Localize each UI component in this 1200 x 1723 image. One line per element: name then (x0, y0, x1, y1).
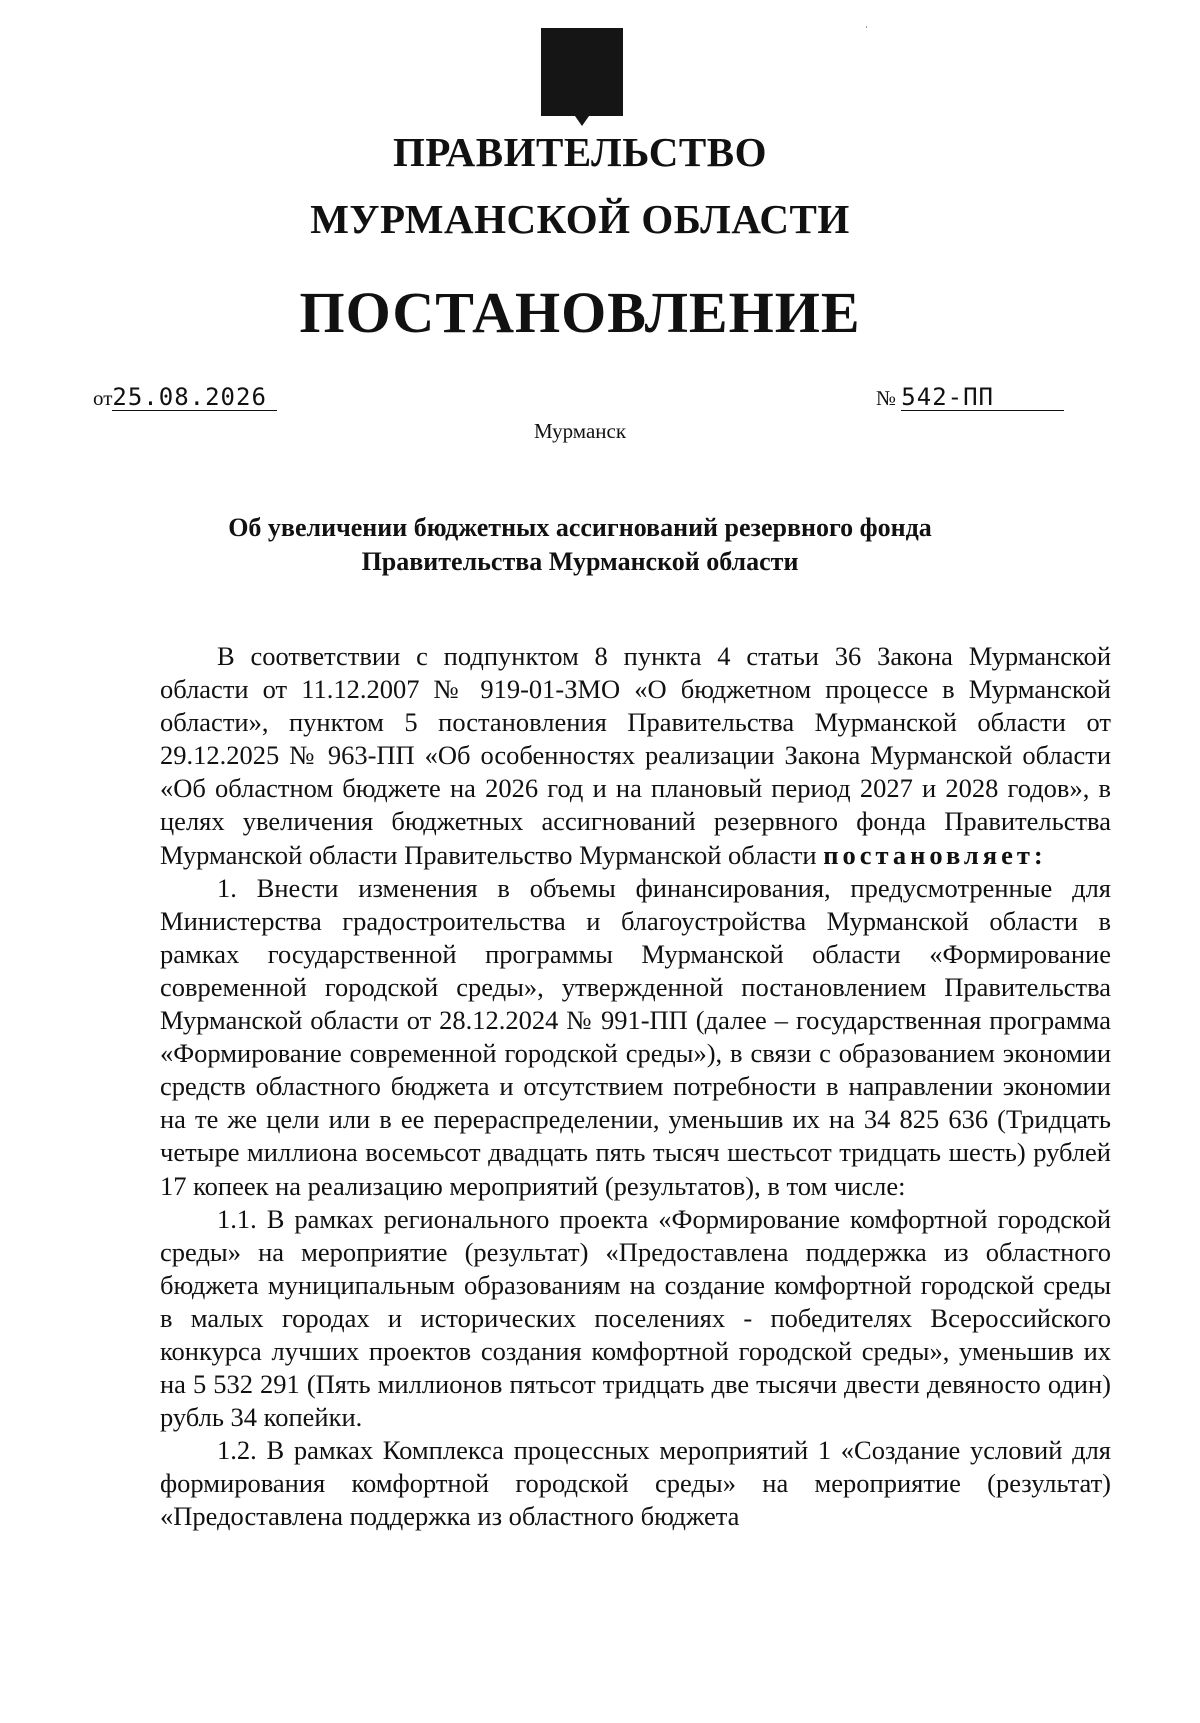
document-title (0, 511, 1160, 579)
document-city: Мурманск (533, 419, 627, 443)
decree-word: постановляет: (823, 839, 1047, 870)
document-body (160, 640, 1111, 1534)
document-title-line-2: Правительства Мурманской области (361, 547, 799, 576)
organization-name-line-1: ПРАВИТЕЛЬСТВО (392, 129, 768, 175)
document-title-line-1: Об увеличении бюджетных ассигнований резервного фонда (228, 513, 932, 542)
item-1-1-paragraph: 1.1. В рамках регионального проекта «Формирование комфортной городской среды» на мероприятие (результат) «Предоставлена поддержка из областного бюджета муниципальным образованиям на создание комфортной городской среды в малых городах и исторических поселениях - победителях Всероссийского конкурса лучших проектов создания комфортной городской среды», уменьшив их на 5 532 291 (Пять миллионов пятьсот тридцать две тысячи двести девяносто один) рубль 34 копейки. (160, 1203, 1111, 1433)
item-1-2-paragraph: 1.2. В рамках Комплекса процессных мероприятий 1 «Создание условий для формирования комфортной городской среды» на мероприятие (результат) «Предоставлена поддержка из областного бюджета (160, 1435, 1111, 1532)
scan-artifact (866, 26, 867, 28)
document-number-field (876, 384, 1064, 412)
document-date: 25.08.2026 (112, 384, 277, 411)
document-type-heading: ПОСТАНОВЛЕНИЕ (299, 280, 861, 345)
preamble-paragraph (160, 640, 1111, 872)
date-prefix: от (93, 386, 113, 410)
item-1-paragraph: 1. Внести изменения в объемы финансирования, предусмотренные для Министерства градостроительства и благоустройства Мурманской области в рамках государственной программы Мурманской области «Формирование современной городской среды», утвержденной постановлением Правительства Мурманской области от 28.12.2024 № 991-ПП (далее – государственная программа «Формирование современной городской среды»), в связи с образованием экономии средств областного бюджета и отсутствием потребности в направлении экономии на те же цели или в ее перераспределении, уменьшив их на 34 825 636 (Тридцать четыре миллиона восемьсот двадцать пять тысяч шестьсот тридцать шесть) рублей 17 копеек на реализацию мероприятий (результатов), в том числе: (160, 872, 1111, 1201)
document-date-field (93, 384, 277, 412)
organization-name-line-2: МУРМАНСКОЙ ОБЛАСТИ (310, 196, 850, 242)
document-number: 542-ПП (901, 384, 1064, 411)
number-prefix: № (876, 386, 897, 410)
preamble-text: В соответствии с подпунктом 8 пункта 4 статьи 36 Закона Мурманской области от 11.12.2007 № 919-01-ЗМО «О бюджетном процессе в Мурманской области», пунктом 5 постановления Правительства Мурманской области от 29.12.2025 № 963-ПП «Об особенностях реализации Закона Мурманской области «Об областном бюджете на 2026 год и на плановый период 2027 и 2028 годов», в целях увеличения бюджетных ассигнований резервного фонда Правительства Мурманской области Правительство Мурманской области (160, 641, 1111, 870)
coat-of-arms-icon (541, 28, 623, 128)
